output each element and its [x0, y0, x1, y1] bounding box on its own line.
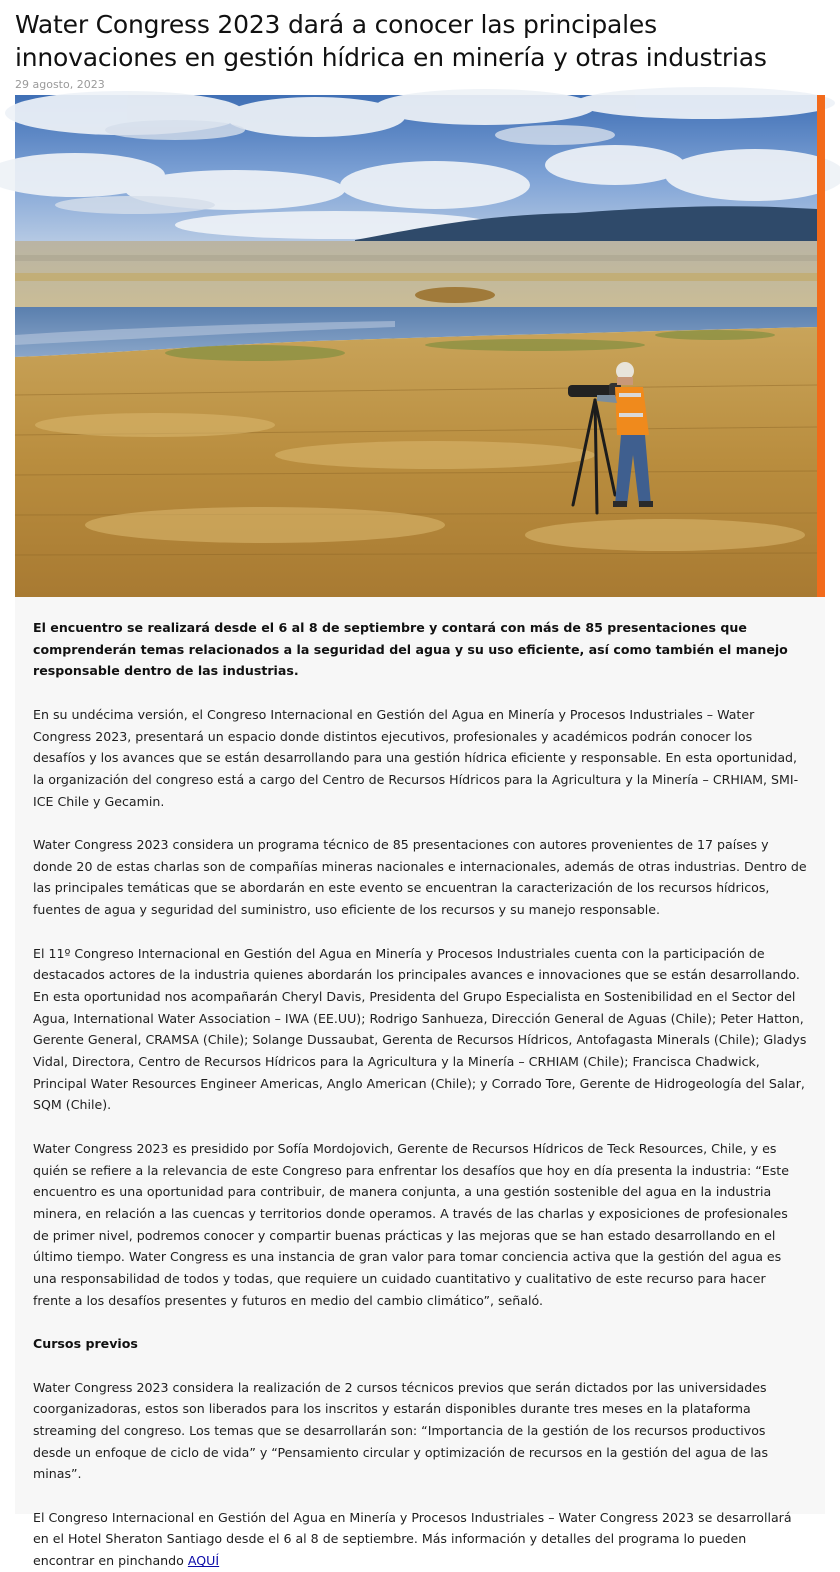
- hero-image: [15, 95, 817, 597]
- paragraph-5: Water Congress 2023 considera la realización de 2 cursos técnicos previos que serán dictados por las universidades coorganizadoras, estos son liberados para los inscritos y estarán disponibles durante tres meses en la plataforma streaming del congreso. Los temas que se desarrollarán son: “Importancia de la gestión de los recursos productivos desde un enfoque de ciclo de vida” y “Pensamiento circular y optimización de recursos en la gestión del agua de las minas”.: [33, 1379, 769, 1482]
- paragraph-3: El 11º Congreso Internacional en Gestión del Agua en Minería y Procesos Industriales cuenta con la participación de destacados actores de la industria quienes abordarán los principales avances e innovaciones que se están desarrollando. En esta oportunidad nos acompañarán Cheryl Davis, Presidenta del Grupo Especialista en Sostenibilidad en el Sector del Agua, International Water Association – IWA (EE.UU); Rodrigo Sanhueza, Dirección General de Aguas (Chile); Peter Hatton, Gerente General, CRAMSA (Chile); Solange Dussaubat, Gerenta de Recursos Hídricos, Antofagasta Minerals (Chile); Gladys Vidal, Directora, Centro de Recursos Hídricos para la Agricultura y la Minería – CRHIAM (Chile); Francisca Chadwick, Principal Water Resources Engineer Americas, Anglo American (Chile); y Corrado Tore, Gerente de Hidrogeología del Salar, SQM (Chile).: [33, 945, 807, 1113]
- accent-bar: [817, 95, 825, 601]
- article-title: Water Congress 2023 dará a conocer las principales innovaciones en gestión hídrica en minería y otras industrias: [15, 10, 767, 72]
- article-body: [15, 597, 825, 1569]
- article-date: 29 agosto, 2023: [15, 78, 105, 91]
- lead-paragraph: El encuentro se realizará desde el 6 al 8 de septiembre y contará con más de 85 presentaciones que comprenderán temas relacionados a la seguridad del agua y su uso eficiente, así como también el manejo responsable dentro de las industrias.: [33, 620, 788, 679]
- paragraph-2: Water Congress 2023 considera un programa técnico de 85 presentaciones con autores provenientes de 17 países y donde 20 de estas charlas son de compañías mineras nacionales e internacionales, además de otras industrias. Dentro de las principales temáticas que se abordarán en este evento se encuentran la caracterización de los recursos hídricos, fuentes de agua y seguridad del suministro, uso eficiente de los recursos y su manejo responsable.: [33, 837, 807, 918]
- section-heading: Cursos previos: [33, 1336, 138, 1352]
- paragraph-4: Water Congress 2023 es presidido por Sofía Mordojovich, Gerente de Recursos Hídricos de Teck Resources, Chile, y es quién se refiere a la relevancia de este Congreso para enfrentar los desafíos que hoy en día presenta la industria: “Este encuentro es una oportunidad para contribuir, de manera conjunta, a una gestión sostenible del agua en la industria minera, en relación a las cuencas y territorios donde operamos. A través de las charlas y exposiciones de profesionales de primer nivel, podremos conocer y compartir buenas prácticas y las mejoras que se han estado desarrollando en el último tiempo. Water Congress es una instancia de gran valor para tomar conciencia activa que la gestión del agua es una responsabilidad de todos y todas, que requiere un cuidado cuantitativo y cualitativo de este recurso para hacer frente a los desafíos presentes y futuros en medio del cambio climático”, señaló.: [33, 1140, 789, 1308]
- paragraph-6: [33, 1507, 807, 1572]
- paragraph-6-text: El Congreso Internacional en Gestión del Agua en Minería y Procesos Industriales – Water Congress 2023 se desarrollará en el Hotel Sheraton Santiago desde el 6 al 8 de septiembre. Más información y detalles del programa lo pueden encontrar en pinchando: [33, 1509, 792, 1569]
- paragraph-1: En su undécima versión, el Congreso Internacional en Gestión del Agua en Minería y Procesos Industriales – Water Congress 2023, presentará un espacio donde distintos ejecutivos, profesionales y académicos podrán conocer los desafíos y los avances que se están desarrollando para una gestión hídrica eficiente y responsable. En esta oportunidad, la organización del congreso está a cargo del Centro de Recursos Hídricos para la Agricultura y la Minería – CRHIAM, SMI-ICE Chile y Gecamin.: [33, 706, 799, 809]
- more-info-link[interactable]: AQUÍ: [187, 1553, 220, 1569]
